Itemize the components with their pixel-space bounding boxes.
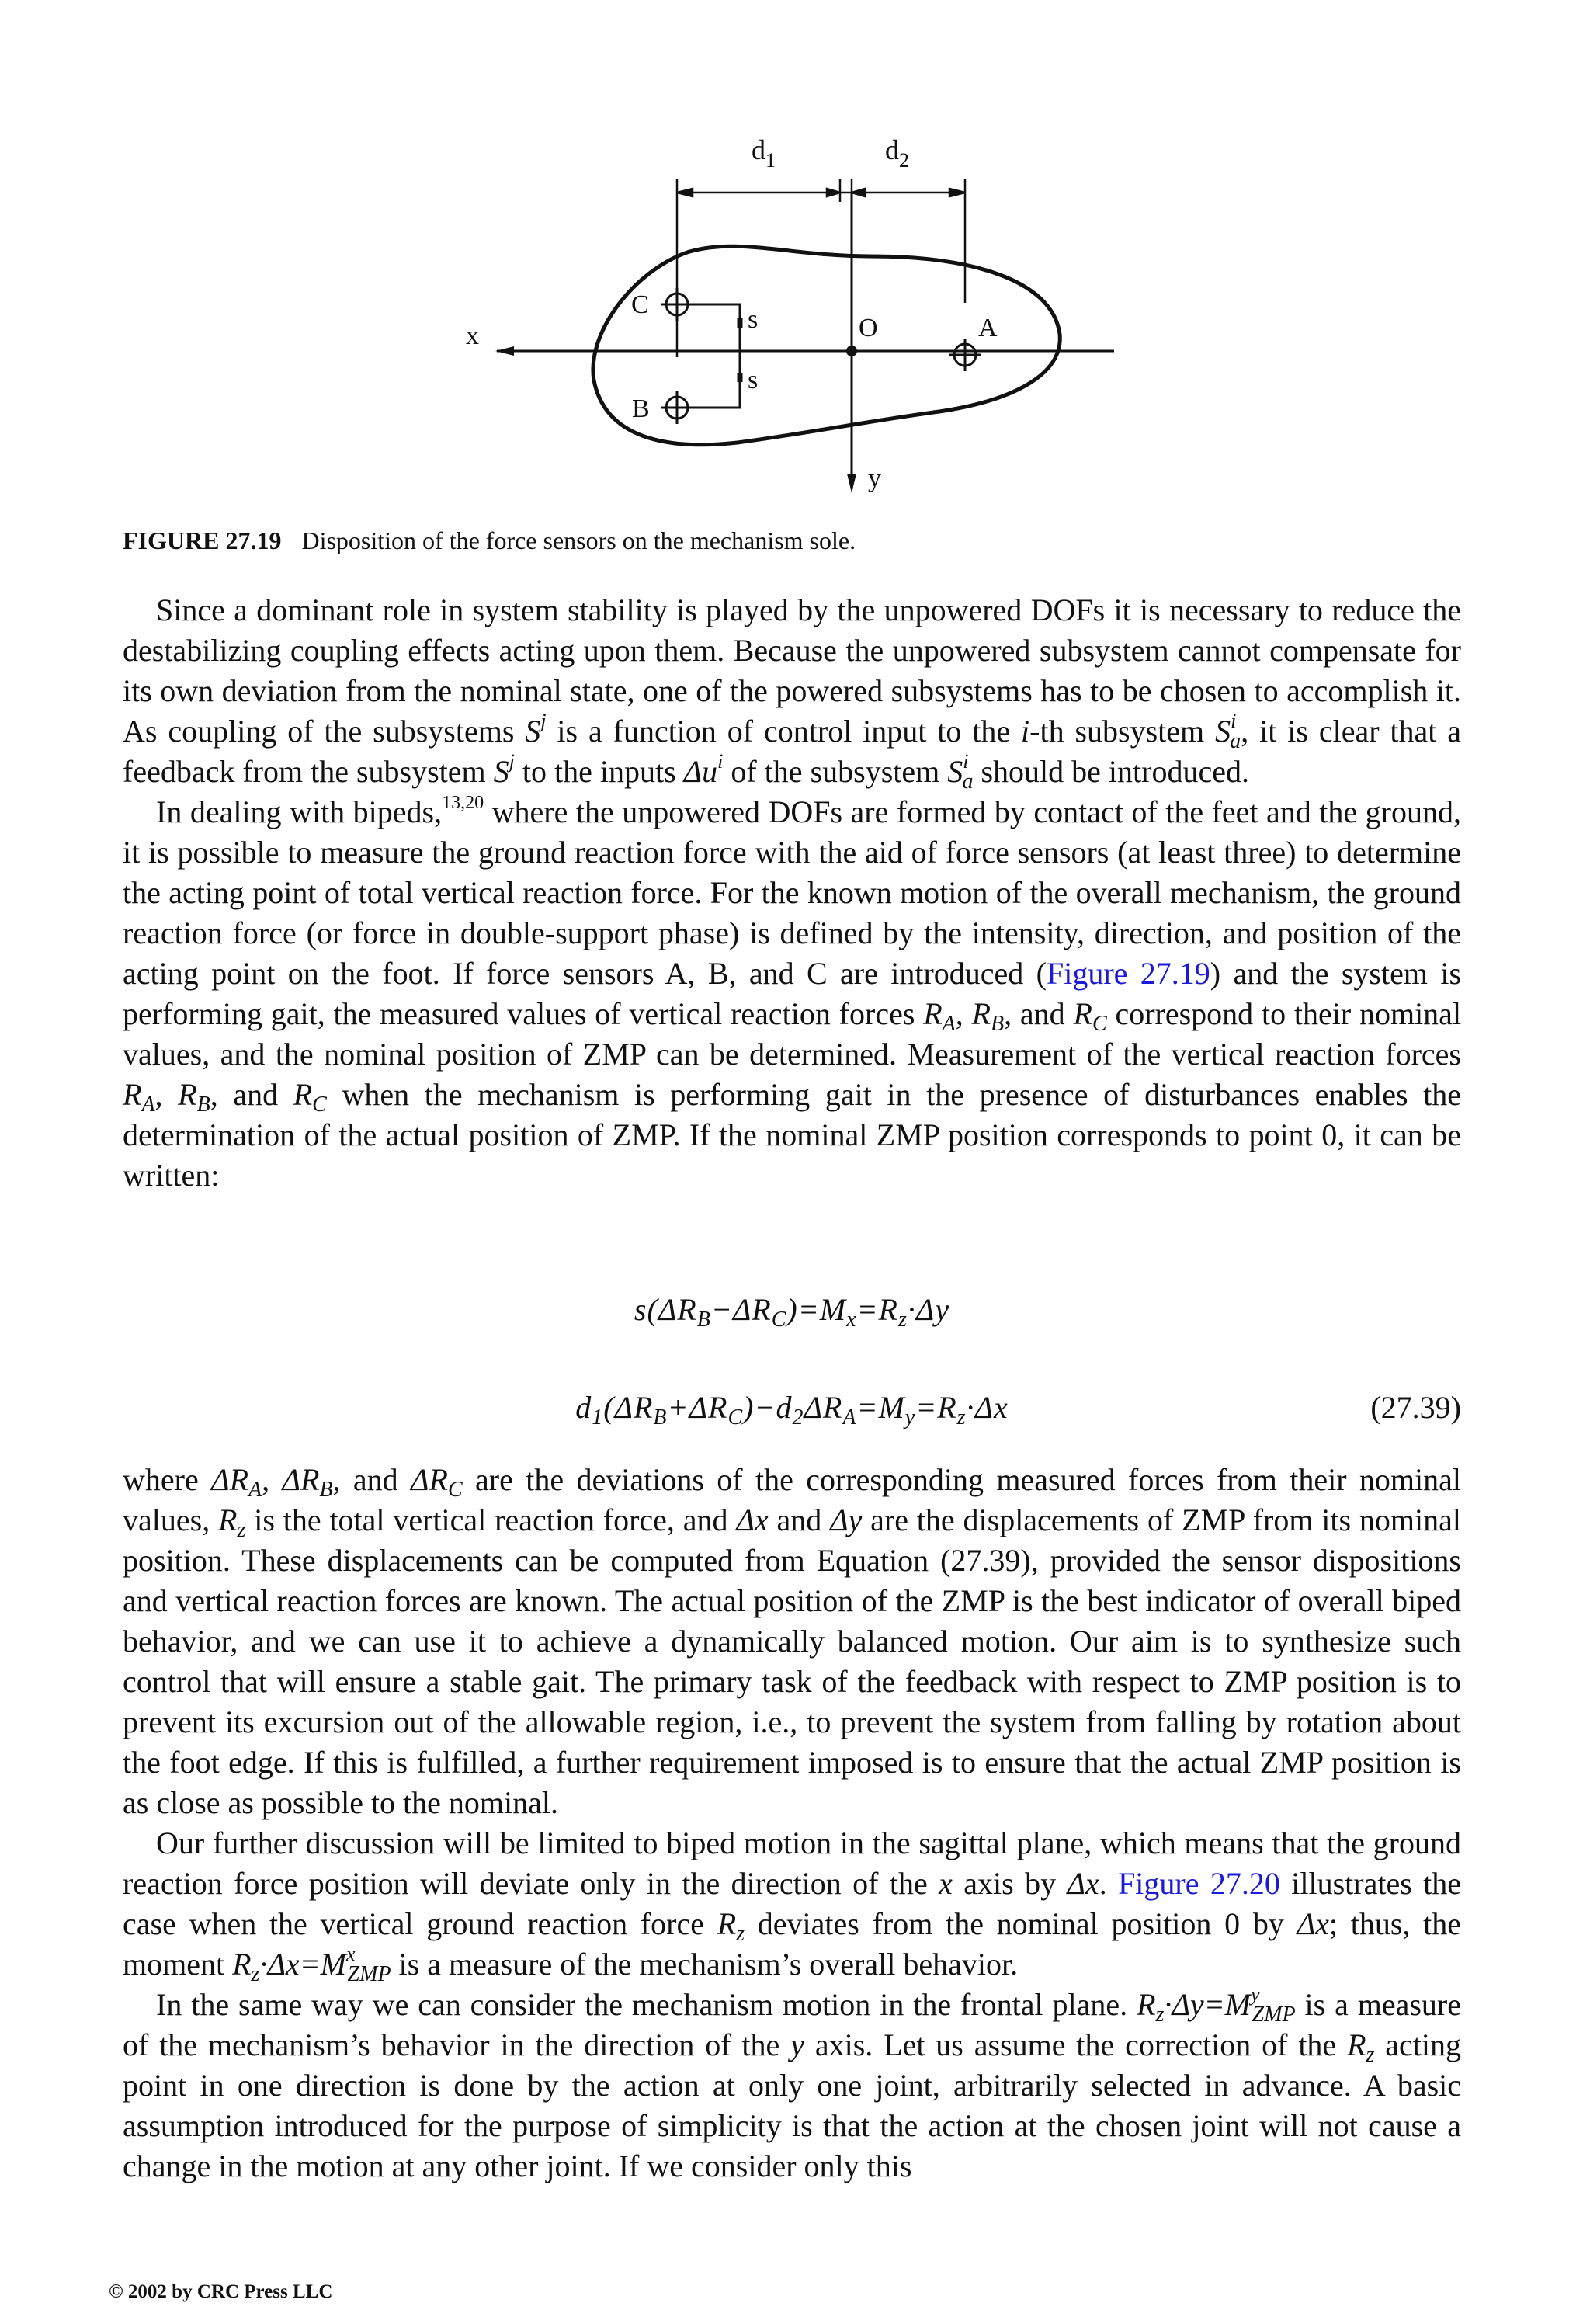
paragraph-1: Since a dominant role in system stability is played by the unpowered DOFs it is necessary to reduce the destabilizing coupling effects acting upon them. Because the unpowered subsystem cannot compensate for its own deviation from the nominal state, one of the powered subsystems has to be chosen to accomplish it. As coupling of the subsystems $S^j$ is a function of control input to the i-th subsystem $S^i_a$, it is clear that a feedback from the subsystem $S^j$ to the inputs $\Delta u^i$ of the subsystem $S^i_a$ should be introduced.	[123, 592, 1462, 794]
s-bracket	[688, 304, 741, 408]
label-d2: $d_2$	[885, 134, 909, 172]
dimension-line	[677, 179, 965, 357]
label-O: O	[859, 314, 878, 342]
label-B: B	[632, 394, 650, 423]
x-axis-arrow	[495, 346, 514, 356]
label-x: x	[466, 321, 479, 350]
text-block-1	[123, 590, 1461, 1196]
label-d1: $d_1$	[752, 134, 776, 172]
figure-27-20-link[interactable]: Figure 27.20	[1118, 1866, 1280, 1901]
figure-caption	[123, 525, 1474, 556]
figure-27-19-link[interactable]: Figure 27.19	[1046, 956, 1210, 991]
label-s-bottom: s	[748, 366, 759, 394]
foot-sole-figure	[435, 124, 1149, 505]
paragraph-3: where $\Delta R_A$, $\Delta R_B$, and $\Delta R_C$ are the deviations of the corresponding measured forces from their nominal values, $R_z$ is the total vertical reaction force, and Δx and Δy are the displacements of ZMP from its nominal position. These displacements can be computed from Equation (27.39), provided the sensor dispositions and vertical reaction forces are known. The actual position of the ZMP is the best indicator of overall biped behavior, and we can use it to achieve a dynamically balanced motion. Our aim is to synthesize such control that will ensure a stable gait. The primary task of the feedback with respect to ZMP position is to prevent its excursion out of the allowable region, i.e., to prevent the system from falling by rotation about the foot edge. If this is fulfilled, a further requirement imposed is to ensure that the actual ZMP position is as close as possible to the nominal.	[123, 1462, 1462, 1820]
foot-outline	[593, 246, 1060, 445]
equation-2	[123, 1389, 1461, 1429]
label-s-top: s	[748, 305, 759, 334]
equation-number: (27.39)	[1370, 1390, 1461, 1425]
paragraph-4: Our further discussion will be limited to biped motion in the sagittal plane, which means that the ground reaction force position will deviate only in the direction of the x axis by Δx. Figure 27.20 illustrates the case when the vertical ground reaction force $R_z$ deviates from the nominal position 0 by Δx; thus, the moment $R_z\cdot\Delta x=M^x_{ZMP}$ is a measure of the mechanism’s overall behavior.	[123, 1826, 1462, 1986]
paragraph-2: In dealing with bipeds,$^{13,20}$ where the unpowered DOFs are formed by contact of the feet and the ground, it is possible to measure the ground reaction force with the aid of force sensors (at least three) to determine the acting point of total vertical reaction force. For the known motion of the overall mechanism, the ground reaction force (or force in double-support phase) is defined by the intensity, direction, and position of the acting point on the foot. If force sensors A, B, and C are introduced (Figure 27.19) and the system is performing gait, the measured values of vertical reaction forces $R_A$, $R_B$, and $R_C$ correspond to their nominal values, and the nominal position of ZMP can be determined. Measurement of the vertical reaction forces $R_A$, $R_B$, and $R_C$ when the mechanism is performing gait in the presence of disturbances enables the determination of the actual position of ZMP. If the nominal ZMP position corresponds to point 0, it can be written:	[123, 793, 1462, 1193]
caption-label: FIGURE 27.19	[123, 526, 282, 554]
origin-point	[846, 346, 857, 356]
sensor-A	[949, 339, 981, 371]
equation-2-text: $d_1(\Delta R_B+\Delta R_C)-d_2\Delta R_A=M_y=R_z\cdot\Delta x$	[575, 1390, 1009, 1429]
caption-text: Disposition of the force sensors on the mechanism sole.	[301, 526, 856, 554]
paragraph-5: In the same way we can consider the mechanism motion in the frontal plane. $R_z\cdot\Delta y=M^y_{ZMP}$ is a measure of the mechanism’s behavior in the direction of the y axis. Let us assume the correction of the $R_z$ acting point in one direction is done by the action at only one joint, arbitrarily selected in advance. A basic assumption introduced for the purpose of simplicity is that the action at the chosen joint will not cause a change in the motion at any other joint. If we consider only this	[123, 1983, 1462, 2183]
label-C: C	[631, 290, 649, 319]
copyright-footer: © 2002 by CRC Press LLC	[109, 2281, 333, 2302]
text-block-2	[123, 1460, 1461, 2187]
equation-1-text: $s(\Delta R_B-\Delta R_C)=M_x=R_z\cdot\Delta y$	[634, 1292, 950, 1332]
equation-1	[123, 1291, 1461, 1332]
label-A: A	[978, 314, 998, 342]
y-axis-arrow	[847, 474, 856, 493]
label-y: y	[868, 464, 881, 493]
